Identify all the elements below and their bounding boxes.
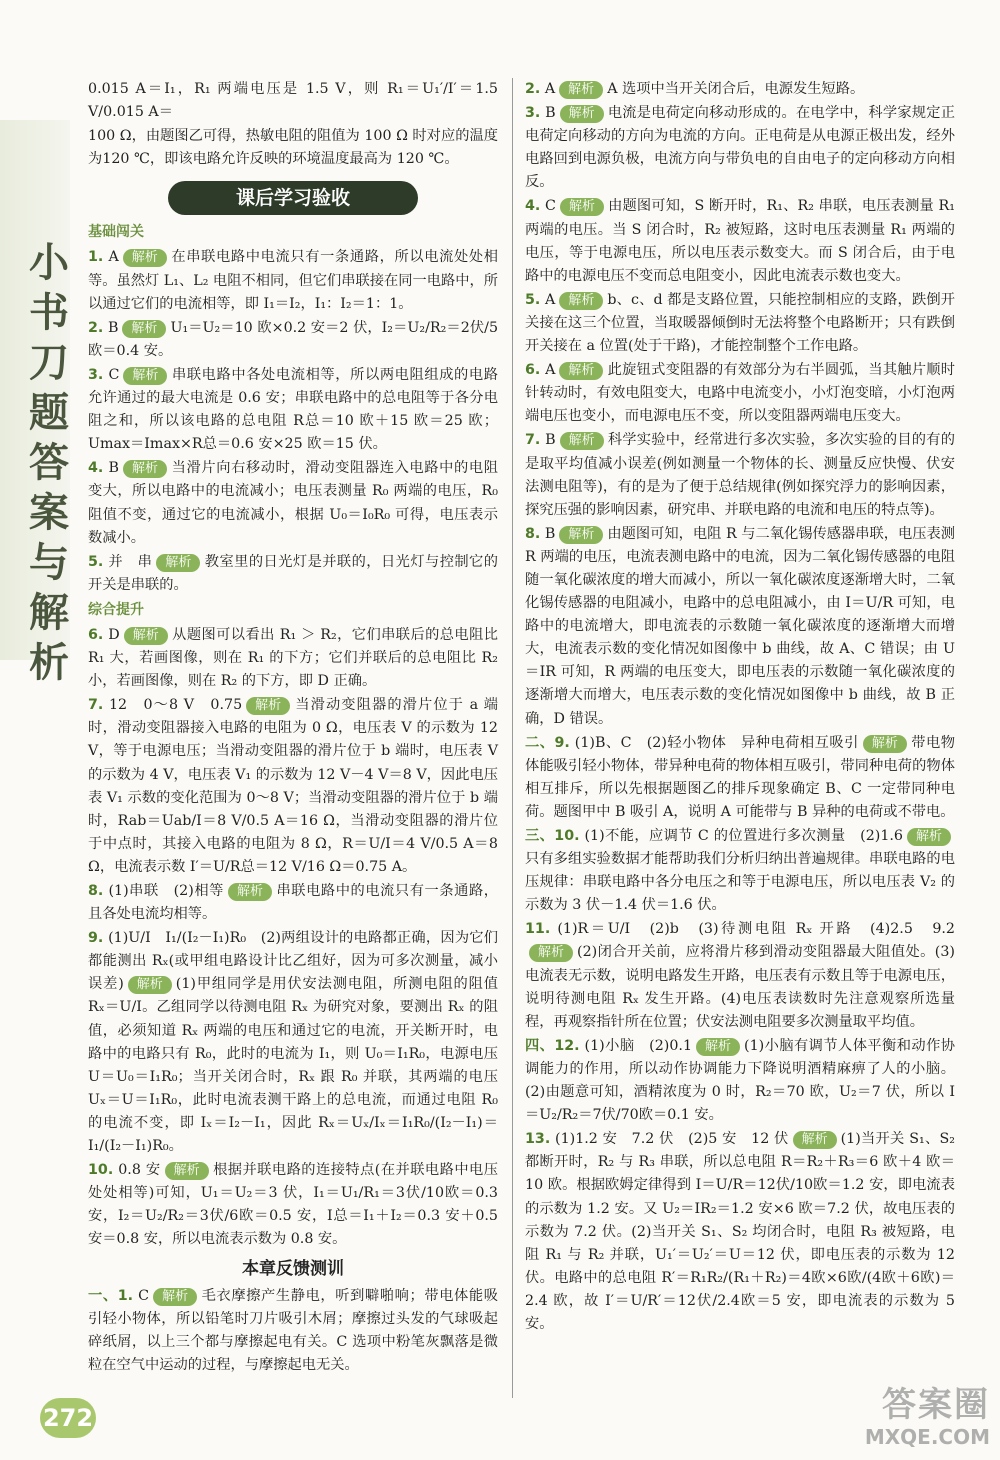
answer-text: B <box>108 460 119 477</box>
sidebar-title-char: 解 <box>29 590 69 636</box>
answer-text: D <box>108 626 120 643</box>
sidebar-title-char: 答 <box>29 440 69 486</box>
answer-item <box>88 551 498 597</box>
question-number: 7. <box>88 697 104 714</box>
analysis-tag: 解析 <box>696 1038 740 1056</box>
answer-item <box>525 195 955 287</box>
explanation-text: 电流是电荷定向移动形成的。在电学中，科学家规定正电荷定向移动的方向为电流的方向。正电荷是从电源正极出发，经外电路回到电源负极，电流方向与带负电的自由电子的定向移动方向相反。 <box>525 105 955 191</box>
answer-text: 并 串 <box>108 553 153 570</box>
explanation-text: 由题图可知，S 断开时，R₁、R₂ 串联，电压表测量 R₁ 两端的电压。当 S 闭合时，R₂ 被短路，这时电压表测量 R₁ 两端的电压，等于电源电压，所以电压表示数变大。而 S 闭合后，由于电路中的电源电压不变而总电阻变小，因此电流表示数也变大。 <box>525 198 955 284</box>
explanation-text: (2)闭合开关前，应将滑片移到滑动变阻器最大阻值处。(3)电流表无示数，说明电路发生开路，电压表有示数且等于电源电压，说明待测电阻 Rₓ 发生开路。(4)电压表读数时先注意观察所选量程，再观察指针所在位置；伏安法测电阻要多次测量取平均值。 <box>525 944 955 1030</box>
answer-item <box>88 694 498 879</box>
analysis-tag: 解析 <box>863 735 907 753</box>
answer-item <box>525 1035 955 1127</box>
explanation-text: 科学实验中，经常进行多次实验，多次实验的目的有的是取平均值减小误差(例如测量一个物体的长、测量反应快慢、伏安法测电阻等)，有的是为了便于总结规律(例如探究浮力的影响因素，探究压强的影响因素，研究串、并联电路的电流和电压的特点等)。 <box>525 432 955 518</box>
answer-item <box>525 1128 955 1336</box>
answer-item <box>525 359 955 428</box>
analysis-tag: 解析 <box>559 362 603 380</box>
answer-item <box>525 732 955 824</box>
paragraph <box>88 125 498 171</box>
question-number: 5. <box>525 291 541 308</box>
explanation-text: 此旋钮式变阻器的有效部分为右半圆弧，当其触片顺时针转动时，有效电阻变大，电路中电流变小，小灯泡变暗，小灯泡两端电压也变小，而电源电压不变，所以变阻器两端电压变大。 <box>525 362 955 425</box>
sidebar-title-char: 析 <box>29 640 69 686</box>
analysis-tag: 解析 <box>907 828 951 846</box>
analysis-tag: 解析 <box>560 105 604 123</box>
subsection-heading: 综合提升 <box>88 601 144 618</box>
explanation-text: (1)小脑有调节人体平衡和动作协调能力的作用，所以动作协调能力下降说明酒精麻痹了人的小脑。(2)由题意可知，酒精浓度为 0 时，R₂＝70 欧，U₂＝7 伏，所以 I＝U₂/R₂＝7伏/70欧＝0.1 安。 <box>525 1037 955 1124</box>
answer-item <box>525 289 955 358</box>
answer-text: B <box>545 105 556 122</box>
sidebar-title-char: 小 <box>29 240 69 286</box>
question-number: 6. <box>525 362 541 379</box>
sidebar-title-char: 与 <box>29 540 69 586</box>
analysis-tag: 解析 <box>246 697 290 715</box>
question-number: 一、1. <box>88 1287 134 1304</box>
answer-text: A <box>545 362 556 379</box>
analysis-tag: 解析 <box>123 460 167 478</box>
answer-item <box>88 880 498 926</box>
right-column <box>525 78 955 1337</box>
analysis-tag: 解析 <box>122 320 166 338</box>
explanation-text: A 选项中当开关闭合后，电源发生短路。 <box>607 81 865 97</box>
question-number: 8. <box>88 883 104 899</box>
question-number: 二、9. <box>525 734 570 751</box>
analysis-tag: 解析 <box>123 249 167 267</box>
question-number: 1. <box>88 249 104 266</box>
answer-text: (1)串联 (2)相等 <box>108 883 224 899</box>
watermark-url: MXQE.COM <box>864 1425 990 1449</box>
answer-text: 12 0～8 V 0.75 <box>108 697 243 714</box>
analysis-tag: 解析 <box>156 554 200 572</box>
question-number: 4. <box>88 460 104 477</box>
answer-text: (1)小脑 (2)0.1 <box>584 1037 693 1054</box>
explanation-text: b、c、d 都是支路位置，只能控制相应的支路，跌倒开关接在这三个位置，当取暖器倾倒时无法将整个电路断开；只有跌倒开关接在 a 位置(处于干路)，才能控制整个工作电路。 <box>525 291 955 355</box>
question-number: 2. <box>88 319 104 336</box>
analysis-tag: 解析 <box>559 292 603 310</box>
column-divider <box>512 78 513 1398</box>
explanation-text: U₁＝U₂＝10 欧×0.2 安＝2 伏，I₂＝U₂/R₂＝2伏/5欧＝0.4 安。 <box>88 319 499 359</box>
answer-text: 0.8 安 <box>118 1162 161 1179</box>
page-number: 272 <box>40 1398 96 1438</box>
explanation-text: 0.015 A＝I₁，R₁ 两端电压是 1.5 V，则 R₁＝U₁′/I′＝1.5 V/0.015 A＝ <box>88 81 498 121</box>
answer-item <box>525 825 955 917</box>
answer-item <box>88 317 498 363</box>
analysis-tag: 解析 <box>165 1162 209 1180</box>
question-number: 3. <box>88 366 104 383</box>
answer-text: C <box>545 198 556 215</box>
answer-text: (1)R＝U/I (2)b (3)待测电阻 Rₓ 开路 (4)2.5 9.2 <box>557 921 955 938</box>
question-number: 5. <box>88 553 104 570</box>
question-number: 9. <box>88 930 104 947</box>
answer-item <box>88 246 498 315</box>
analysis-tag: 解析 <box>559 81 603 99</box>
question-number: 13. <box>525 1131 551 1148</box>
sidebar-title-char: 题 <box>29 390 69 436</box>
question-number: 11. <box>525 921 551 938</box>
explanation-text: (1)当开关 S₁、S₂ 都断开时，R₂ 与 R₃ 串联，所以总电阻 R＝R₂＋R₃＝6 欧＋4 欧＝10 欧。根据欧姆定律得到 I＝U/R＝12伏/10欧＝1.2 安，即电流表的示数为 1.2 安。又 U₂＝IR₂＝1.2 安×6 欧＝7.2 伏，故电压表的示数为 7.2 伏。(2)当开关 S₁、S₂ 均闭合时，电阻 R₃ 被短路，电阻 R₁ 与 R₂ 并联，U₁′＝U₂′＝U＝12 伏，即电压表的示数为 12 伏。电路中的总电阻 R′＝R₁R₂/(R₁＋R₂)＝4欧×6欧/(4欧＋6欧)＝2.4 欧，故 I′＝U/R′＝12伏/2.4欧＝5 安，即电流表的示数为 5 安。 <box>525 1131 955 1332</box>
explanation-text: 毛衣摩擦产生静电，听到噼啪响；带电体能吸引轻小物体，所以铅笔时刀片吸引木屑；摩擦过头发的气球吸起碎纸屑，以上三个都与摩擦起电有关。C 选项中粉笔灰飘落是微粒在空气中运动的过程，与摩擦起电无关。 <box>88 1287 498 1373</box>
answer-text: (1)B、C (2)轻小物体 异种电荷相互吸引 <box>574 734 859 751</box>
answer-text: (1)U/I I₁/(I₂－I₁)R₀ (2)两组设计的电路都正确，因为它们都能测出 Rₓ(或甲组电路设计比乙组好，因为可多次测量，减小误差) <box>88 930 499 993</box>
explanation-text: 串联电路中的电流只有一条通路，且各处电流均相等。 <box>88 883 498 923</box>
analysis-tag: 解析 <box>228 883 272 901</box>
explanation-text: 教室里的日光灯是并联的，日光灯与控制它的开关是串联的。 <box>88 553 498 593</box>
explanation-text: 100 Ω，由题图乙可得，热敏电阻的阻值为 100 Ω 时对应的温度为120 ℃，即该电路允许反映的环境温度最高为 120 ℃。 <box>88 128 498 168</box>
section-banner: 课后学习验收 <box>168 181 418 215</box>
subsection-heading: 基础闯关 <box>88 224 144 241</box>
answer-item <box>88 1285 498 1377</box>
answer-item <box>88 624 498 693</box>
explanation-text: 当滑片向右移动时，滑动变阻器连入电路中的电阻变大，所以电路中的电流减小；电压表测量 R₀ 两端的电压，R₀ 阻值不变，通过它的电流减小，根据 U₀＝I₀R₀ 可得，电压表示数减小。 <box>88 460 498 546</box>
sidebar-title-char: 案 <box>29 490 69 536</box>
analysis-tag: 解析 <box>559 526 603 544</box>
section-heading: 本章反馈测训 <box>242 1258 344 1279</box>
question-number: 8. <box>525 525 541 542</box>
question-number: 7. <box>525 432 541 449</box>
answer-text: A <box>108 249 119 266</box>
answer-item <box>88 1159 498 1251</box>
answer-text: A <box>544 81 556 97</box>
answer-item <box>88 364 498 456</box>
answer-item <box>525 78 955 101</box>
answer-item <box>88 457 498 549</box>
question-number: 10. <box>88 1162 114 1179</box>
explanation-text: 在串联电路中电流只有一条通路，所以电流处处相等。虽然灯 L₁、L₂ 电阻不相同，但它们串联接在同一电路中，所以通过它们的电流相等，即 I₁＝I₂，I₁：I₂＝1：1。 <box>88 249 498 312</box>
analysis-tag: 解析 <box>560 198 604 216</box>
left-column <box>88 78 498 1378</box>
sidebar-title-char: 书 <box>29 290 69 336</box>
answer-text: C <box>138 1287 150 1304</box>
question-number: 三、10. <box>525 828 580 844</box>
answer-item <box>525 918 955 1033</box>
explanation-text: 由题图可知，电阻 R 与二氧化锡传感器串联，电压表测 R 两端的电压，电流表测电路中的电流，因为二氧化锡传感器的电阻随一氧化碳浓度的增大而减小，所以一氧化碳浓度逐渐增大时，二氧化锡传感器的电阻减小，电路中的总电阻减小，由 I＝U/R 可知，电路中的电流增大，即电流表的示数随一氧化碳浓度的逐渐增大而增大，电流表示数的变化情况如图像中 b 曲线，故 A、C 错误；由 U＝IR 可知，R 两端的电压变大，即电压表的示数随一氧化碳浓度的逐渐增大而增大，电压表示数的变化情况如图像中 b 曲线，故 B 正确，D 错误。 <box>525 525 956 727</box>
explanation-text: 带电物体能吸引轻小物体，带异种电荷的物体相互吸引，带同种电荷的物体相互排斥，所以先根据题图乙的排斥现象确定 B、C 一定带同种电荷。题图甲中 B 吸引 A，说明 A 可能带与 B 异种的电荷或不带电。 <box>525 734 955 820</box>
answer-text: (1)1.2 安 7.2 伏 (2)5 安 12 伏 <box>555 1131 789 1148</box>
answer-text: B <box>544 525 556 542</box>
question-number: 2. <box>525 81 541 97</box>
explanation-text: 当滑动变阻器的滑片位于 a 端时，滑动变阻器接入电路的电阻为 0 Ω，电压表 V 的示数为 12 V，等于电源电压；当滑动变阻器的滑片位于 b 端时，电压表 V 的示数为 4 V，电压表 V₁ 的示数为 12 V－4 V＝8 V，因此电压表 V₁ 示数的变化范围为 0～8 V；当滑动变阻器的滑片位于 b 端时，Rab＝Uab/I＝8 V/0.5 A＝16 Ω，当滑动变阻器的滑片位于中点时，其接入电路的电阻为 8 Ω，R＝U/I＝4 V/0.5 A＝8 Ω，电流表示数 I′＝U/R总＝12 V/16 Ω＝0.75 A。 <box>88 697 498 875</box>
paragraph <box>88 78 498 124</box>
explanation-text: 根据并联电路的连接特点(在并联电路中电压处处相等)可知，U₁＝U₂＝3 伏，I₁＝U₁/R₁＝3伏/10欧＝0.3 安，I₂＝U₂/R₂＝3伏/6欧＝0.5 安，I总＝I₁＋I₂＝0.3 安＋0.5 安＝0.8 安，所以电流表示数为 0.8 安。 <box>88 1162 498 1248</box>
answer-text: (1)不能，应调节 C 的位置进行多次测量 (2)1.6 <box>584 828 903 844</box>
answer-item <box>525 523 955 731</box>
question-number: 4. <box>525 198 541 215</box>
answer-item <box>525 102 955 194</box>
explanation-text: (1)甲组同学是用伏安法测电阻，所测电阻的阻值 Rₓ＝U/I。乙组同学以待测电阻 Rₓ 为研究对象，要测出 Rₓ 的阻值，必须知道 Rₓ 两端的电压和通过它的电流，开关断开时，电路中的电路只有 R₀，此时的电流为 I₁，则 U₀＝I₁R₀，电源电压 U＝U₀＝I₁R₀；当开关闭合时，Rₓ 跟 R₀ 并联，其两端的电压 Uₓ＝U＝I₁R₀，此时电流表测干路上的总电流，而通过电阻 R₀ 的电流不变，即 Iₓ＝I₂－I₁，因此 Rₓ＝Uₓ/Iₓ＝I₁R₀/(I₂－I₁)＝I₁/(I₂－I₁)R₀。 <box>88 976 498 1155</box>
analysis-tag: 解析 <box>123 367 167 385</box>
analysis-tag: 解析 <box>529 944 573 962</box>
question-number: 3. <box>525 105 541 122</box>
question-number: 6. <box>88 626 104 643</box>
watermark <box>800 1385 990 1455</box>
analysis-tag: 解析 <box>153 1288 197 1306</box>
answer-text: C <box>108 366 120 383</box>
analysis-tag: 解析 <box>124 627 168 645</box>
explanation-text: 从题图可以看出 R₁ ＞ R₂，它们串联后的总电阻比 R₁ 大，若画图像，则在 R₁ 的下方；它们并联后的总电阻比 R₂ 小，若画图像，则在 R₂ 的下方，即 D 正确。 <box>88 626 499 690</box>
sidebar-book-title <box>22 238 76 688</box>
answer-text: B <box>107 319 119 336</box>
answer-item <box>88 927 498 1158</box>
answer-text: B <box>545 432 556 449</box>
question-number: 四、12. <box>525 1037 580 1054</box>
answer-item <box>525 429 955 521</box>
analysis-tag: 解析 <box>793 1131 837 1149</box>
watermark-logo: 答案圈 <box>882 1385 990 1425</box>
analysis-tag: 解析 <box>128 976 172 994</box>
explanation-text: 只有多组实验数据才能帮助我们分析归纳出普遍规律。串联电路的电压规律：串联电路中各分电压之和等于电源电压，所以电压表 V₂ 的示数为 3 伏－1.4 伏＝1.6 伏。 <box>525 851 955 914</box>
explanation-text: 串联电路中各处电流相等，所以两电阻组成的电路允许通过的最大电流是 0.6 安；串联电路中的总电阻等于各分电阻之和，所以该电路的总电阻 R总＝10 欧＋15 欧＝25 欧；Umax＝Imax×R总＝0.6 安×25 欧＝15 伏。 <box>88 366 498 453</box>
analysis-tag: 解析 <box>560 432 604 450</box>
answer-text: A <box>545 291 556 308</box>
sidebar-title-char: 刀 <box>29 340 69 386</box>
